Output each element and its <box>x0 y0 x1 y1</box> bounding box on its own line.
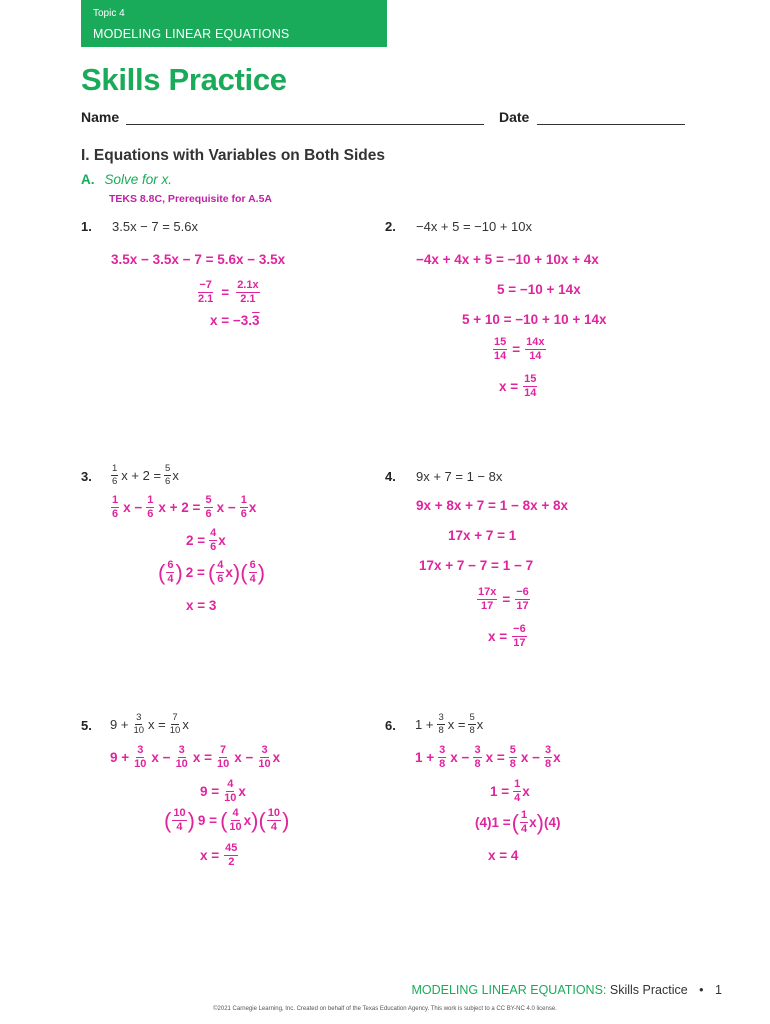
problem-3-step-3: ( $\frac{6}{4}$ ) 2 = ( $\frac{4}{6}$ x ) ( $\frac{6}{4}$ ) <box>158 559 266 585</box>
footer-topic: MODELING LINEAR EQUATIONS: <box>411 983 607 997</box>
fraction: $\frac{4}{6}$ <box>210 527 217 553</box>
problem-1-step-2: $\frac{-7}{2.1}$ = $\frac{2.1x}{2.1}$ <box>198 279 259 305</box>
fraction: $\frac{5}{8}$ <box>469 712 475 736</box>
fraction: $\frac{4}{10}$ <box>229 807 242 833</box>
fraction: $\frac{3}{8}$ <box>438 712 444 736</box>
fraction: $\frac{3}{8}$ <box>474 744 481 770</box>
fraction: $\frac{-6}{17}$ <box>513 623 526 649</box>
problem-3-number: 3. <box>81 469 92 484</box>
fraction: $\frac{17x}{17}$ <box>478 586 497 612</box>
page-number: 1 <box>715 983 722 997</box>
topic-title: MODELING LINEAR EQUATIONS <box>93 27 290 41</box>
problem-6-step-1: 1 + $\frac{3}{8}$ x − $\frac{3}{8}$ x = $\frac{5}{8}$ x − $\frac{3}{8}$ x <box>415 744 561 770</box>
fraction: $\frac{3}{10}$ <box>258 744 271 770</box>
fraction: $\frac{3}{8}$ <box>439 744 446 770</box>
fraction: $\frac{3}{8}$ <box>545 744 552 770</box>
page-footer <box>411 983 722 997</box>
name-label: Name <box>81 109 120 125</box>
problem-3-step-2: 2 = $\frac{4}{6}$ x <box>186 527 226 553</box>
fraction: $\frac{6}{4}$ <box>167 559 174 585</box>
fraction: $\frac{6}{4}$ <box>249 559 256 585</box>
problem-4-step-3: 17x + 7 − 7 = 1 − 7 <box>419 558 534 573</box>
name-field[interactable] <box>126 124 484 125</box>
fraction: $\frac{7}{10}$ <box>216 744 230 770</box>
fraction: $\frac{3}{10}$ <box>133 712 145 736</box>
fraction: $\frac{15}{14}$ <box>524 373 537 399</box>
page-title: Skills Practice <box>81 62 287 97</box>
problem-4-equation: 9x + 7 = 1 − 8x <box>416 469 503 484</box>
part-text: Solve for x. <box>104 172 173 187</box>
problem-2-step-4: $\frac{15}{14}$ = $\frac{14x}{14}$ <box>494 336 545 362</box>
problem-6-equation: 1 + $\frac{3}{8}$ x = $\frac{5}{8}$ x <box>415 712 484 736</box>
problem-2-number: 2. <box>385 219 396 234</box>
problem-4-step-4: $\frac{17x}{17}$ = $\frac{-6}{17}$ <box>478 586 529 612</box>
problem-3-equation: $\frac{1}{6}$ x + 2 = $\frac{5}{6}$ x <box>112 463 179 487</box>
problem-5-step-3: ( $\frac{10}{4}$ ) 9 = ( $\frac{4}{10}$ x ) ( $\frac{10}{4}$ ) <box>164 807 290 833</box>
problem-6-step-2: 1 = $\frac{1}{4}$ x <box>490 778 530 804</box>
fraction: $\frac{5}{8}$ <box>509 744 516 770</box>
problem-3-answer: x = 3 <box>186 598 217 613</box>
copyright-notice: ©2021 Carnegie Learning, Inc. Created on behalf of the Texas Education Agency. This work is subject to a CC BY-NC 4.0 license. <box>213 1006 557 1012</box>
date-label: Date <box>499 109 530 125</box>
fraction: $\frac{10}{4}$ <box>173 807 186 833</box>
fraction: $\frac{14x}{14}$ <box>526 336 545 362</box>
problem-4-answer: x = $\frac{-6}{17}$ <box>488 623 526 649</box>
teks-standard: TEKS 8.8C, Prerequisite for A.5A <box>109 193 272 205</box>
fraction: $\frac{5}{6}$ <box>165 463 171 487</box>
problem-1-equation: 3.5x − 7 = 5.6x <box>112 219 199 234</box>
section-title: I. Equations with Variables on Both Sides <box>81 147 386 164</box>
problem-2-step-3: 5 + 10 = −10 + 10 + 14x <box>462 312 607 327</box>
problem-3-step-1: $\frac{1}{6}$ x − $\frac{1}{6}$ x + 2 = $\frac{5}{6}$ x − $\frac{1}{6}$ x <box>112 494 257 520</box>
problem-2-equation: −4x + 5 = −10 + 10x <box>416 219 533 234</box>
topic-banner <box>81 0 387 47</box>
part-a-instruction <box>81 172 172 187</box>
fraction: $\frac{7}{10}$ <box>169 712 181 736</box>
problem-2-answer: x = $\frac{15}{14}$ <box>499 373 537 399</box>
problem-5-step-2: 9 = $\frac{4}{10}$ x <box>200 778 246 804</box>
fraction: $\frac{45}{2}$ <box>225 842 238 868</box>
problem-5-answer: x = $\frac{45}{2}$ <box>200 842 238 868</box>
problem-4-number: 4. <box>385 469 396 484</box>
problem-6-number: 6. <box>385 718 396 733</box>
fraction: $\frac{-7}{2.1}$ <box>198 279 214 305</box>
fraction: $\frac{1}{6}$ <box>112 494 119 520</box>
problem-5-step-1: 9 + $\frac{3}{10}$ x − $\frac{3}{10}$ x = $\frac{7}{10}$ x − $\frac{3}{10}$ x <box>110 744 281 770</box>
fraction: $\frac{2.1x}{2.1}$ <box>237 279 259 305</box>
problem-1-step-1: 3.5x − 3.5x − 7 = 5.6x − 3.5x <box>111 252 286 267</box>
fraction: $\frac{1}{4}$ <box>520 809 528 835</box>
problem-1-number: 1. <box>81 219 92 234</box>
fraction: $\frac{5}{6}$ <box>205 494 212 520</box>
fraction: $\frac{1}{6}$ <box>240 494 247 520</box>
name-date-row <box>81 109 687 129</box>
problem-4-step-1: 9x + 8x + 7 = 1 − 8x + 8x <box>416 498 569 513</box>
problem-6-answer: x = 4 <box>488 848 519 863</box>
part-letter: A. <box>81 172 95 187</box>
problem-5-number: 5. <box>81 718 92 733</box>
problem-6-step-3: (4)1 = ( $\frac{1}{4}$ x ) (4) <box>475 809 561 835</box>
fraction: $\frac{10}{4}$ <box>267 807 281 833</box>
footer-page-label: Skills Practice <box>609 983 688 997</box>
fraction: $\frac{1}{6}$ <box>112 463 118 487</box>
fraction: $\frac{4}{6}$ <box>217 559 224 585</box>
fraction: $\frac{4}{10}$ <box>224 778 237 804</box>
topic-number: Topic 4 <box>93 8 125 19</box>
fraction: $\frac{1}{4}$ <box>514 778 521 804</box>
fraction: $\frac{15}{14}$ <box>494 336 507 362</box>
date-field[interactable] <box>537 124 685 125</box>
fraction: $\frac{1}{6}$ <box>147 494 154 520</box>
problem-5-equation: 9 + $\frac{3}{10}$ x = $\frac{7}{10}$ x <box>110 712 189 736</box>
problem-4-step-2: 17x + 7 = 1 <box>448 528 517 543</box>
fraction: $\frac{-6}{17}$ <box>516 586 529 612</box>
problem-2-step-2: 5 = −10 + 14x <box>497 282 581 297</box>
problem-2-step-1: −4x + 4x + 5 = −10 + 10x + 4x <box>416 252 599 267</box>
fraction: $\frac{3}{10}$ <box>134 744 147 770</box>
problem-1-answer: x = −3. 3 <box>210 313 260 328</box>
fraction: $\frac{3}{10}$ <box>175 744 188 770</box>
footer-separator: • <box>699 983 704 997</box>
